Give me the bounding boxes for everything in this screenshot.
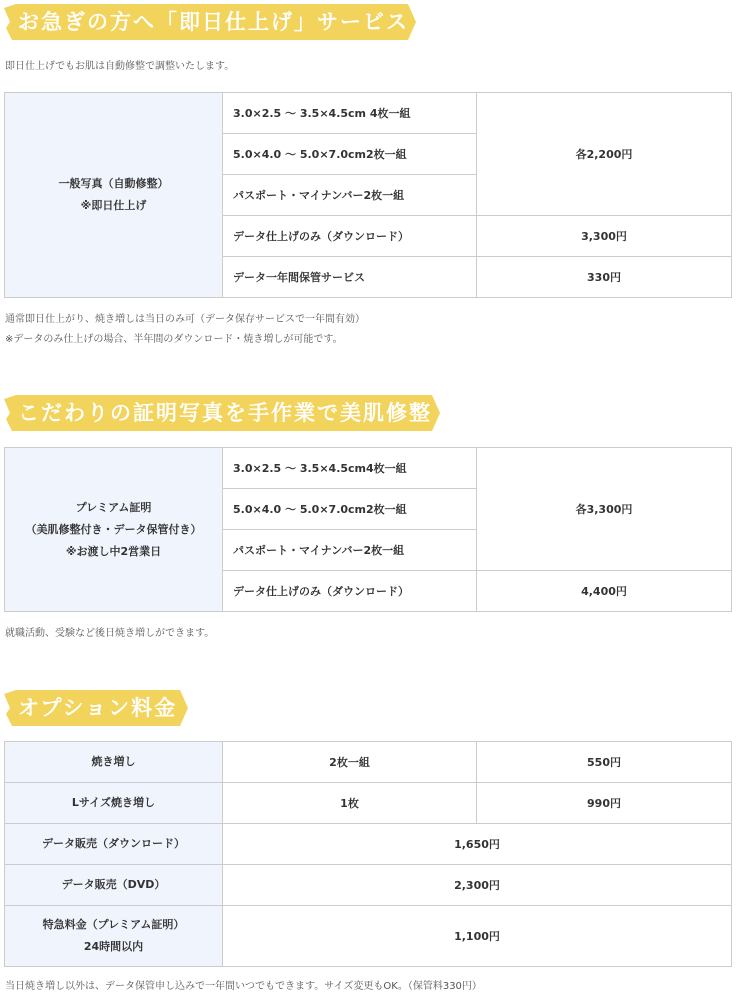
option-spec: 1枚 (223, 783, 477, 824)
section2-label-line: （美肌修整付き・データ保管付き） (25, 522, 202, 536)
spec-cell: データ仕上げのみ（ダウンロード） (223, 571, 477, 612)
spec-cell: 5.0×4.0 〜 5.0×7.0cm2枚一組 (223, 134, 477, 175)
section1-price-table (4, 92, 732, 298)
option-label-line: 特急料金（プレミアム証明） (42, 918, 185, 931)
table-row (5, 93, 732, 134)
section3-price-table (4, 741, 732, 967)
section1-intro: 即日仕上げでもお肌は自動修整で調整いたします。 (5, 61, 235, 72)
section1-note: 通常即日仕上がり、焼き増しは当日のみ可（データ保存サービスで一年間有効） (5, 314, 365, 325)
spec-cell: データ仕上げのみ（ダウンロード） (223, 216, 477, 257)
group-price-cell: 各2,200円 (477, 93, 732, 216)
price-cell: 1,100円 (223, 906, 732, 967)
price-cell: 3,300円 (477, 216, 732, 257)
option-label-line: 24時間以内 (83, 940, 144, 953)
price-cell: 2,300円 (223, 865, 732, 906)
section1-label-line: 一般写真（自動修整） (58, 177, 169, 190)
section1-note: ※データのみ仕上げの場合、半年間のダウンロード・焼き増しが可能です。 (5, 334, 343, 345)
spec-cell: 3.0×2.5 〜 3.5×4.5cm 4枚一組 (223, 93, 477, 134)
spec-cell: 3.0×2.5 〜 3.5×4.5cm4枚一組 (223, 448, 477, 489)
group-price-cell: 各3,300円 (477, 448, 732, 571)
section2-label-line: ※お渡し中2営業日 (65, 544, 162, 558)
option-label: データ販売（ダウンロード） (5, 824, 223, 865)
section3-note: 当日焼き増し以外は、データ保管申し込みで一年間いつでもできます。サイズ変更もOK。（保管料330円） (5, 981, 482, 992)
section2-price-table (4, 447, 732, 612)
table-row (5, 448, 732, 489)
spec-cell: データ一年間保管サービス (223, 257, 477, 298)
option-spec: 2枚一組 (223, 742, 477, 783)
section1-label-line: ※即日仕上げ (80, 199, 147, 212)
option-label (5, 906, 223, 967)
table-row (5, 742, 732, 783)
price-cell: 330円 (477, 257, 732, 298)
table-row (5, 783, 732, 824)
section3-banner (4, 690, 188, 726)
section1-banner (4, 4, 416, 40)
table-row (5, 865, 732, 906)
spec-cell: 5.0×4.0 〜 5.0×7.0cm2枚一組 (223, 489, 477, 530)
section3-title: オプション料金 (18, 696, 178, 720)
section1-title: お急ぎの方へ「即日仕上げ」サービス (18, 10, 409, 34)
section2-label (5, 448, 223, 612)
option-label: 焼き増し (5, 742, 223, 783)
section1-label (5, 93, 223, 298)
table-row (5, 906, 732, 967)
price-cell: 1,650円 (223, 824, 732, 865)
section2-title: こだわりの証明写真を手作業で美肌修整 (18, 401, 432, 425)
section2-banner (4, 395, 440, 431)
table-row (5, 824, 732, 865)
price-cell: 990円 (477, 783, 732, 824)
option-label: Lサイズ焼き増し (5, 783, 223, 824)
section2-note: 就職活動、受験など後日焼き増しができます。 (5, 628, 215, 639)
price-cell: 4,400円 (477, 571, 732, 612)
option-label: データ販売（DVD） (5, 865, 223, 906)
price-cell: 550円 (477, 742, 732, 783)
spec-cell: パスポート・マイナンバー2枚一組 (223, 530, 477, 571)
spec-cell: パスポート・マイナンバー2枚一組 (223, 175, 477, 216)
section2-label-line: プレミアム証明 (75, 500, 152, 514)
